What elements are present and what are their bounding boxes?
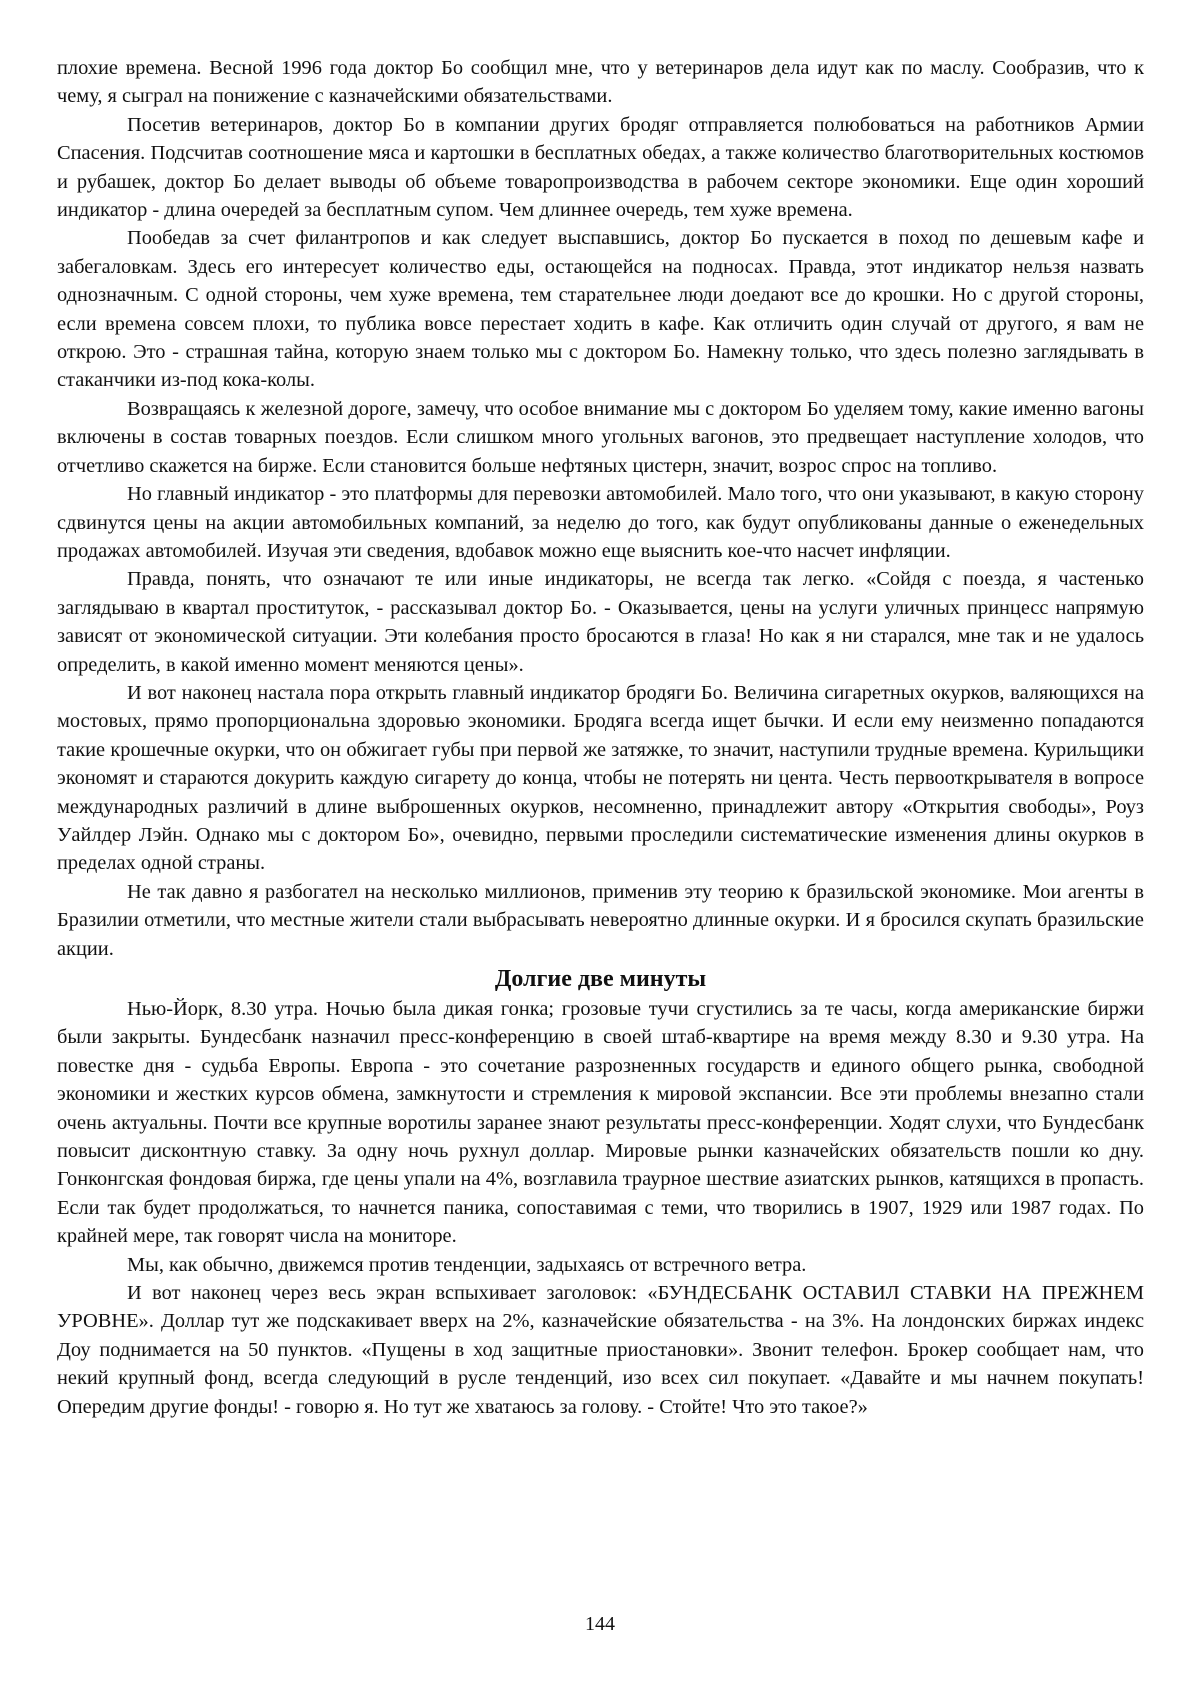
paragraph-new-york: Нью-Йорк, 8.30 утра. Ночью была дикая гонка; грозовые тучи сгустились за те часы, когда американские биржи были закрыты. Бундесбанк назначил пресс-конференцию в своей штаб-квартире на время между 8.30 и 9.30 утра. На повестке дня - судьба Европы. Европа - это сочетание разрозненных государств и единого общего рынка, свободной экономики и жестких курсов обмена, замкнутости и стремления к мировой экспансии. Все эти проблемы внезапно стали очень актуальны. Почти все крупные воротилы заранее знают результаты пресс-конференции. Ходят слухи, что Бундесбанк повысит дисконтную ставку. За одну ночь рухнул доллар. Мировые рынки казначейских обязательств пошли ко дну. Гонконгская фондовая биржа, где цены упали на 4%, возглавила траурное шествие азиатских рынков, катящихся в пропасть. Если так будет продолжаться, то начнется паника, сопоставимая с теми, что творились в 1907, 1929 или 1987 годах. По крайней мере, так говорят числа на мониторе. [57, 998, 1144, 1248]
page-text-body [57, 54, 1144, 1421]
paragraph-cigarette-butts: И вот наконец настала пора открыть главный индикатор бродяги Бо. Величина сигаретных окурков, валяющихся на мостовых, прямо пропорциональна здоровью экономики. Бродяга всегда ищет бычки. И если ему неизменно попадаются такие крошечные окурки, что он обжигает губы при первой же затяжке, то значит, наступили трудные времена. Курильщики экономят и стараются докурить каждую сигарету до конца, чтобы не потерять ни цента. Честь первооткрывателя в вопросе международных различий в длине выброшенных окурков, несомненно, принадлежит автору «Открытия свободы», Роуз Уайлдер Лэйн. Однако мы с доктором Бо», очевидно, первыми проследили систематические изменения длины окурков в пределах одной страны. [57, 681, 1144, 875]
paragraph-car-platforms: Но главный индикатор - это платформы для перевозки автомобилей. Мало того, что они указывают, в какую сторону сдвинутся цены на акции автомобильных компаний, за неделю до того, как будут опубликованы данные о еженедельных продажах автомобилей. Изучая эти сведения, вдобавок можно еще выяснить кое-что насчет инфляции. [57, 483, 1144, 562]
paragraph-indicators-hard: Правда, понять, что означают те или иные индикаторы, не всегда так легко. «Сойдя с поезда, я частенько заглядываю в квартал проституток, - рассказывал доктор Бо. - Оказывается, цены на услуги уличных принцесс напрямую зависят от экономической ситуации. Эти колебания просто бросаются в глаза! Но как я ни старался, мне так и не удалось определить, в какой именно момент меняются цены». [57, 568, 1144, 676]
paragraph-salvation-army: Посетив ветеринаров, доктор Бо в компании других бродяг отправляется полюбоваться на работников Армии Спасения. Подсчитав соотношение мяса и картошки в бесплатных обедах, а также количество благотворительных костюмов и рубашек, доктор Бо делает выводы об объеме товаропроизводства в рабочем секторе экономики. Еще один хороший индикатор - длина очередей за бесплатным супом. Чем длиннее очередь, тем хуже времена. [57, 113, 1144, 222]
paragraph-against-trend: Мы, как обычно, движемся против тенденции, задыхаясь от встречного ветра. [127, 1253, 807, 1276]
page-number: 144 [585, 1613, 615, 1635]
paragraph-bundesbank-headline: И вот наконец через весь экран вспыхивает заголовок: «БУНДЕСБАНК ОСТАВИЛ СТАВКИ НА ПРЕЖНЕМ УРОВНЕ». Доллар тут же подскакивает вверх на 2%, казначейские обязательства - на 3%. На лондонских биржах индекс Доу поднимается на 50 пунктов. «Пущены в ход защитные приостановки». Звонит телефон. Брокер сообщает нам, что некий крупный фонд, всегда следующий в русле тенденций, изо всех сил покупает. «Давайте и мы начнем покупать! Опередим другие фонды! - говорю я. Но тут же хватаюсь за голову. - Стойте! Что это такое?» [57, 1282, 1144, 1418]
paragraph-railway-cars: Возвращаясь к железной дороге, замечу, что особое внимание мы с доктором Бо уделяем тому, какие именно вагоны включены в состав товарных поездов. Если слишком много угольных вагонов, это предвещает наступление холодов, что отчетливо скажется на бирже. Если становится больше нефтяных цистерн, значит, возрос спрос на топливо. [57, 397, 1144, 477]
section-title: Долгие две минуты [494, 966, 707, 992]
paragraph-cafes: Пообедав за счет филантропов и как следует выспавшись, доктор Бо пускается в поход по дешевым кафе и забегаловкам. Здесь его интересует количество еды, остающейся на подносах. Правда, этот индикатор нельзя назвать однозначным. С одной стороны, чем хуже времена, тем старательнее люди доедают все до крошки. Но с другой стороны, если времена совсем плохи, то публика вовсе перестает ходить в кафе. Как отличить один случай от другого, я вам не открою. Это - страшная тайна, которую знаем только мы с доктором Бо. Намекну только, что здесь полезно заглядывать в стаканчики из-под кока-колы. [57, 227, 1144, 392]
paragraph-continuation: плохие времена. Весной 1996 года доктор Бо сообщил мне, что у ветеринаров дела идут как по маслу. Сообразив, что к чему, я сыграл на понижение с казначейскими обязательствами. [57, 57, 1144, 108]
paragraph-brazil: Не так давно я разбогател на несколько миллионов, применив эту теорию к бразильской экономике. Мои агенты в Бразилии отметили, что местные жители стали выбрасывать невероятно длинные окурки. И я бросился скупать бразильские акции. [57, 880, 1144, 960]
